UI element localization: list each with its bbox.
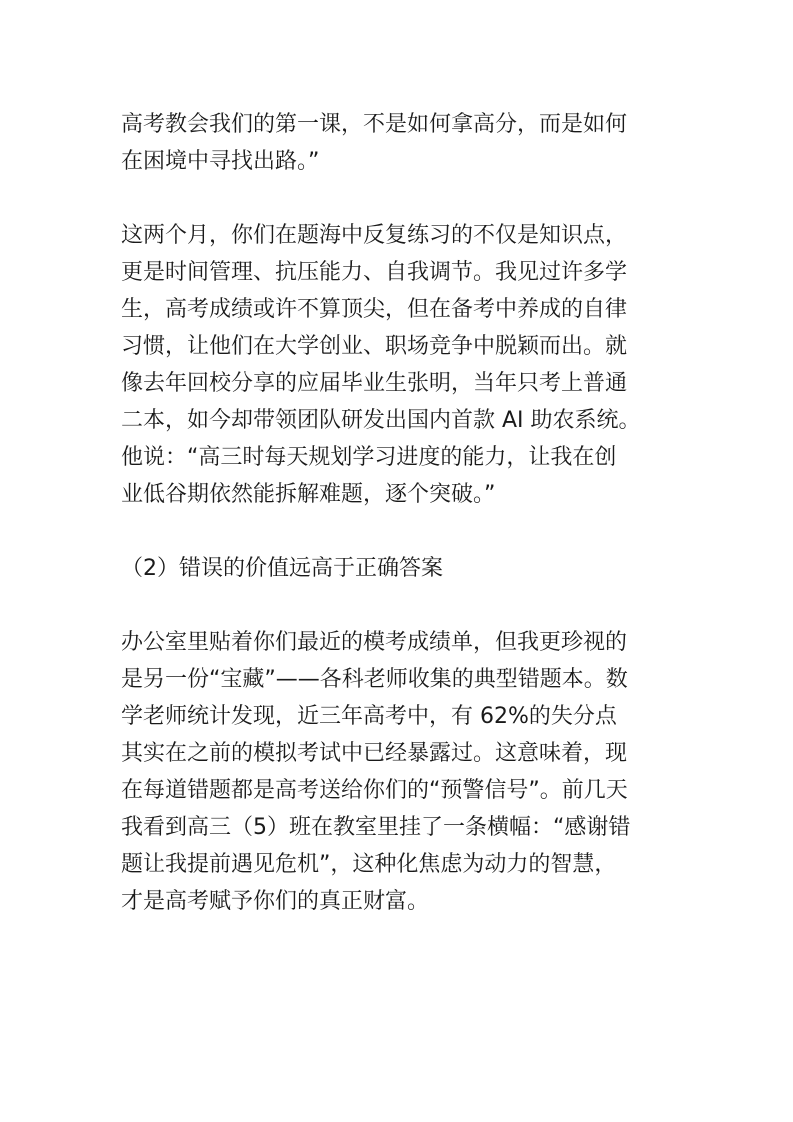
paragraph-1 [121,106,691,180]
heading-text: （2）错误的价值远高于正确答案 [121,556,443,581]
text-line: 他说：“高三时每天规划学习进度的能力，让我在创 [121,445,617,470]
document-body [121,106,691,957]
text-line: 才是高考赋予你们的真正财富。 [121,889,430,914]
text-line: 是另一份“宝藏”——各科老师收集的典型错题本。数 [121,667,628,692]
text-line: 生，高考成绩或许不算顶尖，但在备考中养成的自律 [121,297,628,322]
paragraph-2 [121,217,691,513]
text-line: 二本，如今却带领团队研发出国内首款 AI 助农系统。 [121,408,641,433]
section-heading [121,550,691,587]
text-line: 更是时间管理、抗压能力、自我调节。我见过许多学 [121,260,628,285]
text-line: 业低谷期依然能拆解难题，逐个突破。” [121,482,496,507]
text-line: 习惯，让他们在大学创业、职场竞争中脱颖而出。就 [121,334,628,359]
text-line: 在每道错题都是高考送给你们的“预警信号”。前几天 [121,778,628,803]
text-line: 其实在之前的模拟考试中已经暴露过。这意味着，现 [121,741,628,766]
text-line: 像去年回校分享的应届毕业生张明，当年只考上普通 [121,371,628,396]
text-line: 这两个月，你们在题海中反复练习的不仅是知识点， [121,223,628,248]
text-line: 办公室里贴着你们最近的模考成绩单，但我更珍视的 [121,630,628,655]
text-line: 学老师统计发现，近三年高考中，有 62%的失分点 [121,704,617,729]
text-line: 我看到高三（5）班在教室里挂了一条横幅：“感谢错 [121,815,631,840]
text-line: 在困境中寻找出路。” [121,149,320,174]
text-line: 题让我提前遇见危机”，这种化焦虑为动力的智慧， [121,852,617,877]
text-line: 高考教会我们的第一课，不是如何拿高分，而是如何 [121,112,628,137]
paragraph-3 [121,624,691,920]
